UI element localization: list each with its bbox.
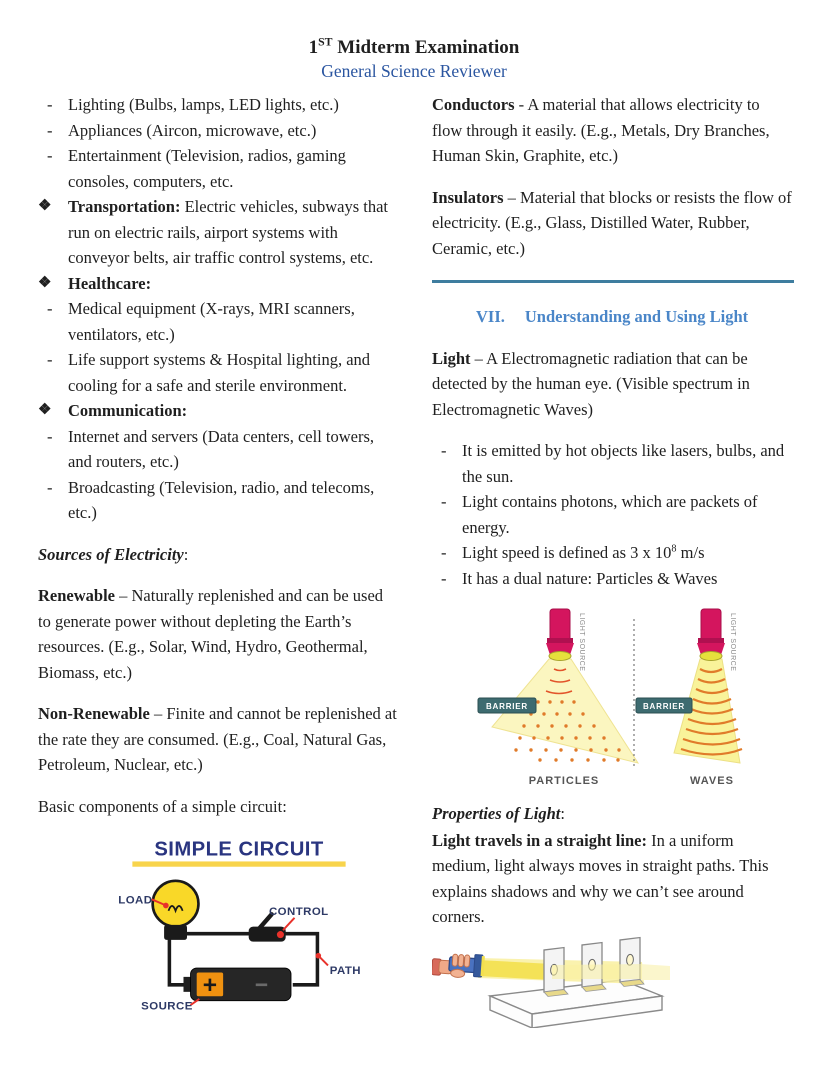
list-item: - Entertainment (Television, radios, gaming consoles, computers, etc. bbox=[38, 143, 398, 194]
bullet-marker: - bbox=[47, 299, 53, 318]
svg-text:BARRIER: BARRIER bbox=[485, 702, 529, 711]
list-item: ❖ Communication: bbox=[38, 398, 398, 424]
title-ordinal-superscript: ST bbox=[318, 35, 333, 49]
bullet-marker: - bbox=[47, 95, 53, 114]
svg-text:BARRIER: BARRIER bbox=[642, 702, 686, 711]
list-item: ❖ Transportation: Electric vehicles, subways that run on electric rails, airport systems with conveyor belts, air traffic control systems, etc. bbox=[38, 194, 398, 271]
light-beam-through bbox=[552, 964, 642, 979]
page-title bbox=[0, 36, 828, 60]
section-heading-light bbox=[432, 304, 794, 330]
list-item: - Lighting (Bulbs, lamps, LED lights, etc.) bbox=[38, 92, 398, 118]
page-subtitle: General Science Reviewer bbox=[321, 61, 507, 81]
switch-icon bbox=[249, 914, 286, 941]
diamond-bullet-marker: ❖ bbox=[38, 402, 52, 418]
circuit-title-group bbox=[132, 838, 345, 866]
conductors-definition: Conductors - A material that allows electricity to flow through it easily. (E.g., Metals, Dry Branches, Human Skin, Graphite, etc.) bbox=[432, 95, 770, 165]
waves-caption: WAVES bbox=[690, 775, 734, 787]
list-item: - It has a dual nature: Particles & Waves bbox=[432, 566, 794, 592]
list-item: - Life support systems & Hospital lighting, and cooling for a safe and sterile environment. bbox=[38, 347, 398, 398]
list-item: - It is emitted by hot objects like lasers, bulbs, and the sun. bbox=[432, 438, 794, 489]
bullet-marker: - bbox=[441, 543, 447, 562]
barrier-label-left bbox=[478, 698, 536, 713]
load-label: LOAD bbox=[118, 894, 153, 907]
bullet-marker: - bbox=[47, 120, 53, 140]
circuit-title: SIMPLE CIRCUIT bbox=[154, 838, 324, 861]
battery-icon bbox=[183, 968, 291, 1001]
particles-caption: PARTICLES bbox=[528, 775, 600, 787]
list-item: - Medical equipment (X-rays, MRI scanners, ventilators, etc.) bbox=[38, 296, 398, 347]
simple-circuit-figure bbox=[93, 835, 385, 1013]
basic-components-line: Basic components of a simple circuit: bbox=[38, 796, 287, 816]
list-item: - Light speed is defined as 3 x $10^8$ m/s bbox=[432, 540, 794, 566]
title-text: Midterm Examination bbox=[332, 37, 520, 58]
bullet-marker: - bbox=[441, 568, 447, 588]
path-label: PATH bbox=[329, 965, 361, 978]
section-divider-rule bbox=[432, 280, 794, 283]
flashlight-icon-left bbox=[546, 609, 574, 661]
section-title: Understanding and Using Light bbox=[524, 307, 749, 326]
title-number: 1 bbox=[308, 37, 319, 58]
flashlight-icon-right bbox=[697, 609, 725, 661]
list-item: - Appliances (Aircon, microwave, etc.) bbox=[38, 118, 398, 144]
bulb-icon bbox=[153, 881, 199, 940]
left-column bbox=[38, 92, 398, 1013]
nonrenewable-definition: Non-Renewable – Finite and cannot be replenished at the rate they are consumed. (E.g., Coal, Natural Gas, Petroleum, Nuclear, etc.) bbox=[38, 704, 397, 774]
diamond-bullet-marker: ❖ bbox=[38, 198, 52, 214]
list-item: ❖ Healthcare: bbox=[38, 271, 398, 297]
properties-of-light-heading: Properties of Light: bbox=[432, 804, 565, 823]
light-facts-list bbox=[432, 438, 794, 591]
straight-line-figure bbox=[432, 934, 672, 1028]
platform bbox=[490, 980, 662, 1028]
light-source-label-right: LIGHT SOURCE bbox=[729, 613, 736, 672]
bullet-marker: - bbox=[47, 350, 53, 369]
list-item: - Internet and servers (Data centers, cell towers, and routers, etc.) bbox=[38, 424, 398, 475]
bullet-marker: - bbox=[47, 426, 53, 446]
light-source-label-left: LIGHT SOURCE bbox=[578, 613, 585, 672]
circuit-title-underline bbox=[132, 861, 345, 866]
section-number: VII. bbox=[476, 307, 505, 326]
bullet-marker: - bbox=[441, 441, 447, 460]
barrier-label-right bbox=[636, 698, 692, 713]
bullet-marker: - bbox=[47, 146, 53, 165]
hand-flashlight-icon bbox=[432, 951, 485, 979]
right-column bbox=[432, 92, 794, 1028]
superscript-exponent: 8 bbox=[671, 543, 677, 555]
document-header bbox=[0, 36, 828, 83]
diamond-bullet-marker: ❖ bbox=[38, 274, 52, 291]
insulators-definition: Insulators – Material that blocks or resists the flow of electricity. (E.g., Glass, Distilled Water, Rubber, Ceramic, etc.) bbox=[432, 187, 792, 258]
light-beam-exit bbox=[640, 964, 670, 980]
renewable-definition: Renewable – Naturally replenished and can be used to generate power without depleting the Earth’s resources. (E.g., Solar, Wind, Hydro, Geothermal, Biomass, etc.) bbox=[38, 586, 384, 682]
list-item: - Broadcasting (Television, radio, and telecoms, etc.) bbox=[38, 475, 398, 526]
sources-of-electricity-heading: Sources of Electricity: bbox=[38, 544, 189, 564]
control-label: CONTROL bbox=[268, 906, 329, 919]
source-label: SOURCE bbox=[141, 1000, 193, 1013]
light-definition: Light – A Electromagnetic radiation that can be detected by the human eye. (Visible spectrum in Electromagnetic Waves) bbox=[432, 348, 750, 419]
bullet-marker: - bbox=[47, 477, 53, 497]
bullet-marker: - bbox=[441, 492, 447, 511]
list-item: - Light contains photons, which are packets of energy. bbox=[432, 489, 794, 540]
straight-line-paragraph: Light travels in a straight line: In a uniform medium, light always moves in straight paths. This explains shadows and why we can’t see around corners. bbox=[432, 830, 769, 926]
light-duality-figure bbox=[476, 605, 790, 791]
